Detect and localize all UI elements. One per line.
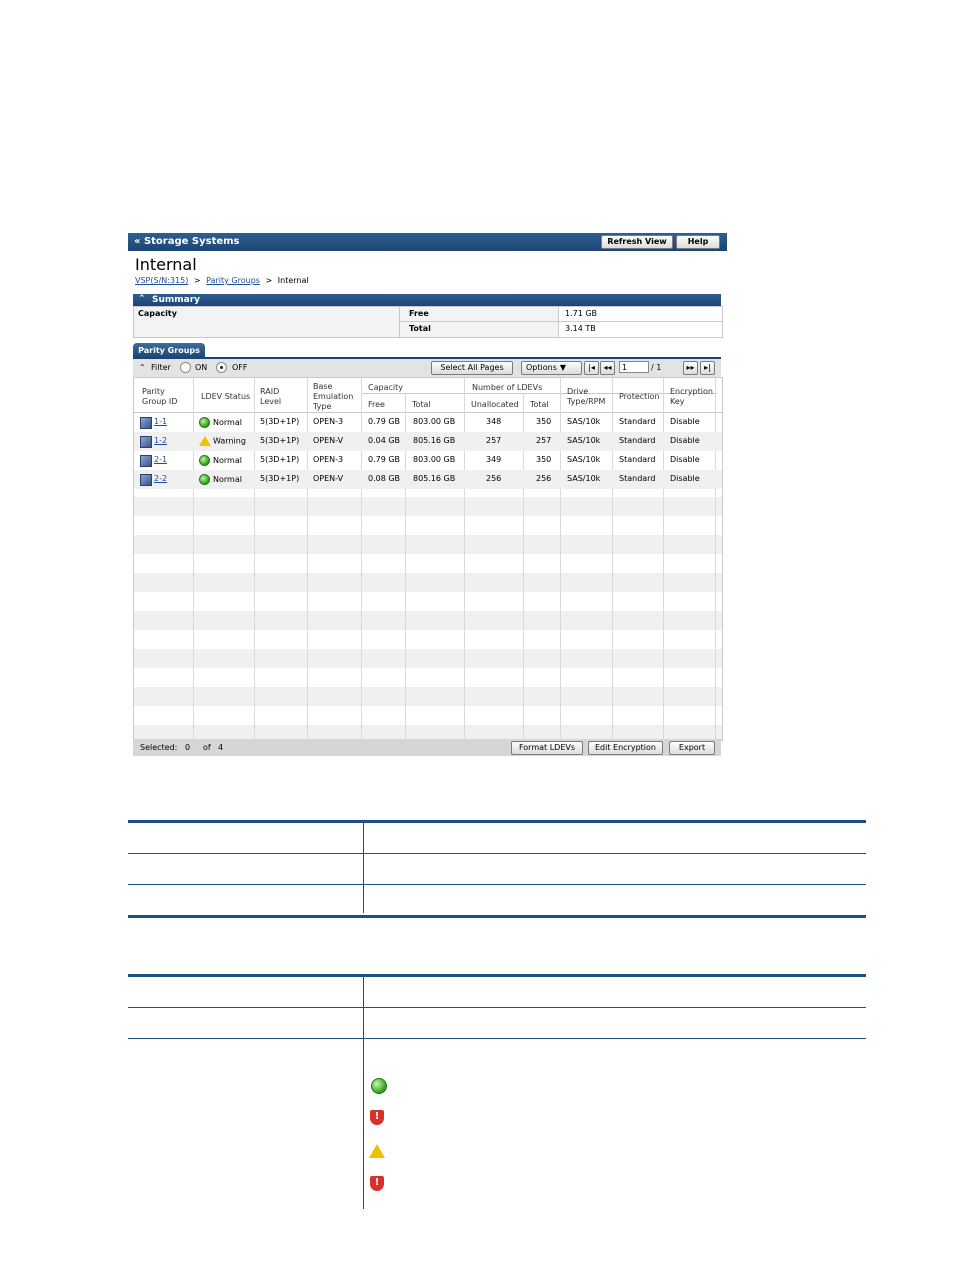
- ldev-total: 350: [536, 417, 552, 426]
- filter-label: Filter: [151, 363, 171, 372]
- table-row: [128, 977, 866, 1008]
- column-header-capacity-free[interactable]: Free: [368, 400, 385, 409]
- total-count: 4: [218, 743, 224, 752]
- help-button[interactable]: Help: [676, 235, 720, 249]
- table-row: [128, 823, 866, 854]
- unallocated-ldevs: 348: [486, 417, 502, 426]
- ldev-total: 256: [536, 474, 552, 483]
- status-text: Normal: [213, 456, 242, 465]
- drive-type: SAS/10k: [567, 417, 601, 426]
- status-text: Normal: [213, 418, 242, 427]
- refresh-view-button[interactable]: Refresh View: [601, 235, 673, 249]
- raid-level: 5(3D+1P): [260, 436, 300, 445]
- column-header-ldev-status[interactable]: LDEV Status: [201, 392, 251, 401]
- capacity-total: 805.16 GB: [413, 436, 456, 445]
- filter-on-radio[interactable]: [180, 362, 191, 373]
- storage-window: [128, 233, 727, 756]
- summary-table: [133, 306, 723, 338]
- free-value: 1.71 GB: [565, 309, 598, 318]
- document-table-1: [128, 820, 866, 918]
- breadcrumb-parity-groups-link[interactable]: Parity Groups: [206, 276, 260, 285]
- document-table-2: [128, 974, 866, 1209]
- summary-title: Summary: [152, 295, 201, 305]
- table-row[interactable]: [134, 451, 722, 470]
- table-row: [128, 854, 866, 885]
- emulation-type: OPEN-V: [313, 474, 344, 483]
- selected-label: Selected:: [140, 743, 178, 752]
- tab-parity-groups[interactable]: Parity Groups: [133, 343, 205, 358]
- breadcrumb-current: Internal: [277, 276, 309, 285]
- storage-systems-bar: [128, 233, 727, 251]
- status-text: Normal: [213, 475, 242, 484]
- table-toolbar: [133, 359, 721, 377]
- unallocated-ldevs: 257: [486, 436, 502, 445]
- parity-groups-table: [133, 377, 723, 741]
- column-header-encryption-key[interactable]: Encryption Key: [670, 387, 713, 406]
- column-header-base-emulation-type[interactable]: Base Emulation Type: [313, 382, 354, 411]
- protection: Standard: [619, 474, 656, 483]
- parity-group-link[interactable]: 1-1: [154, 417, 168, 426]
- column-header-capacity: Capacity: [368, 383, 403, 392]
- capacity-free: 0.04 GB: [368, 436, 401, 445]
- capacity-total: 803.00 GB: [413, 417, 456, 426]
- column-header-capacity-total[interactable]: Total: [412, 400, 431, 409]
- of-label: of: [203, 743, 211, 752]
- column-header-unallocated[interactable]: Unallocated: [471, 400, 519, 409]
- raid-level: 5(3D+1P): [260, 455, 300, 464]
- export-button[interactable]: Export: [669, 741, 715, 755]
- ldev-total: 257: [536, 436, 552, 445]
- options-button[interactable]: [521, 361, 582, 375]
- drive-type: SAS/10k: [567, 455, 601, 464]
- parity-group-link[interactable]: 2-2: [154, 474, 168, 483]
- filter-off-radio[interactable]: [216, 362, 227, 373]
- yellow-warning-icon: [369, 1144, 385, 1158]
- normal-status-icon: [199, 417, 210, 428]
- column-header-parity-group-id[interactable]: Parity Group ID: [142, 387, 178, 406]
- parity-group-icon: [140, 455, 152, 467]
- table-row[interactable]: [134, 413, 722, 432]
- normal-status-icon: [199, 474, 210, 485]
- parity-group-icon: [140, 436, 152, 448]
- raid-level: 5(3D+1P): [260, 474, 300, 483]
- red-shield-icon: !: [370, 1110, 384, 1125]
- last-page-icon[interactable]: ▸|: [700, 361, 715, 375]
- storage-systems-title[interactable]: « Storage Systems: [134, 236, 240, 247]
- encryption-key: Disable: [670, 455, 700, 464]
- breadcrumb-root-link[interactable]: VSP(S/N:315): [135, 276, 189, 285]
- edit-encryption-button[interactable]: Edit Encryption: [588, 741, 663, 755]
- breadcrumb: [135, 276, 309, 285]
- table-row[interactable]: [134, 470, 722, 489]
- parity-group-link[interactable]: 1-2: [154, 436, 168, 445]
- unallocated-ldevs: 349: [486, 455, 502, 464]
- capacity-total: 803.00 GB: [413, 455, 456, 464]
- capacity-free: 0.08 GB: [368, 474, 401, 483]
- normal-status-icon: [199, 455, 210, 466]
- column-header-raid-level[interactable]: RAID Level: [260, 387, 282, 406]
- column-divider: [363, 823, 364, 913]
- parity-group-icon: [140, 417, 152, 429]
- total-label: Total: [409, 324, 431, 333]
- page-total: / 1: [651, 363, 662, 372]
- first-page-icon[interactable]: |◂: [584, 361, 599, 375]
- encryption-key: Disable: [670, 417, 700, 426]
- next-page-icon[interactable]: ▸▸: [683, 361, 698, 375]
- capacity-free: 0.79 GB: [368, 455, 401, 464]
- table-row: [128, 1008, 866, 1039]
- emulation-type: OPEN-V: [313, 436, 344, 445]
- breadcrumb-separator: >: [193, 276, 201, 285]
- emulation-type: OPEN-3: [313, 417, 344, 426]
- encryption-key: Disable: [670, 436, 700, 445]
- capacity-total: 805.16 GB: [413, 474, 456, 483]
- raid-level: 5(3D+1P): [260, 417, 300, 426]
- parity-group-link[interactable]: 2-1: [154, 455, 168, 464]
- breadcrumb-separator: >: [265, 276, 273, 285]
- capacity-free: 0.79 GB: [368, 417, 401, 426]
- protection: Standard: [619, 417, 656, 426]
- green-circle-icon: [371, 1078, 387, 1094]
- table-row[interactable]: [134, 432, 722, 451]
- drive-type: SAS/10k: [567, 436, 601, 445]
- column-header-protection[interactable]: Protection: [619, 392, 660, 401]
- ldev-status: [199, 436, 246, 447]
- column-header-ldev-total[interactable]: Total: [530, 400, 549, 409]
- options-label: Options: [526, 363, 557, 372]
- table-footer: [133, 739, 721, 756]
- free-label: Free: [409, 309, 429, 318]
- ldev-status: [199, 474, 242, 485]
- unallocated-ldevs: 256: [486, 474, 502, 483]
- ldev-status: [199, 455, 242, 466]
- format-ldevs-button[interactable]: Format LDEVs: [511, 741, 583, 755]
- summary-header[interactable]: [133, 294, 721, 306]
- drive-type: SAS/10k: [567, 474, 601, 483]
- select-all-pages-button[interactable]: Select All Pages: [431, 361, 513, 375]
- encryption-key: Disable: [670, 474, 700, 483]
- protection: Standard: [619, 436, 656, 445]
- column-divider: [363, 977, 364, 1209]
- status-text: Warning: [213, 436, 246, 446]
- collapse-chevron-icon[interactable]: ⌃: [138, 294, 146, 304]
- previous-page-icon[interactable]: ◂◂: [600, 361, 615, 375]
- total-value: 3.14 TB: [565, 324, 596, 333]
- parity-group-icon: [140, 474, 152, 486]
- warning-status-icon: [199, 436, 211, 446]
- ldev-status: [199, 417, 242, 428]
- chevron-down-icon: ▼: [559, 363, 567, 372]
- filter-off-label: OFF: [232, 363, 248, 372]
- column-header-drive-type-rpm[interactable]: Drive Type/RPM: [567, 387, 606, 406]
- capacity-label: Capacity: [138, 309, 177, 318]
- selected-count: 0: [185, 743, 191, 752]
- filter-chevron-icon[interactable]: ⌃: [139, 363, 146, 372]
- protection: Standard: [619, 455, 656, 464]
- ldev-total: 350: [536, 455, 552, 464]
- emulation-type: OPEN-3: [313, 455, 344, 464]
- filter-on-label: ON: [195, 363, 208, 372]
- column-header-number-of-ldevs: Number of LDEVs: [472, 383, 543, 392]
- red-shield-icon: !: [370, 1176, 384, 1191]
- page-number-input[interactable]: [619, 361, 649, 373]
- page-title: Internal: [135, 255, 197, 274]
